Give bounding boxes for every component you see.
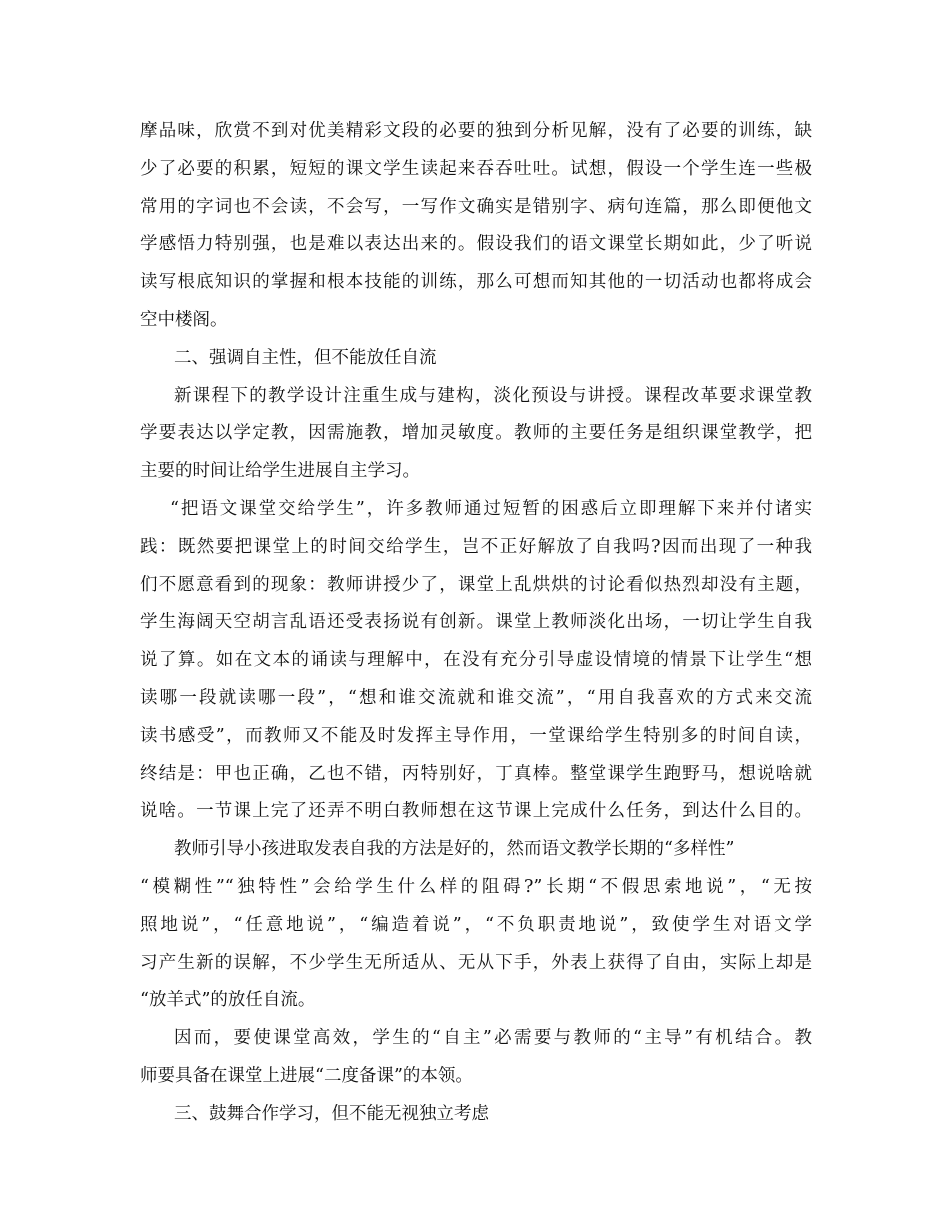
text-line: 习产生新的误解，不少学生无所适从、无从下手，外表上获得了自由，实际上却是 — [140, 952, 812, 973]
text-line: 摩品味，欣赏不到对优美精彩文段的必要的独到分析见解，没有了必要的训练，缺 — [140, 121, 812, 141]
text-line: 学感悟力特别强，也是难以表达出来的。假设我们的语文课堂长期如此，少了听说 — [140, 234, 812, 255]
text-line: 说啥。一节课上完了还弄不明白教师想在这节课上完成什么任务，到达什么目的。 — [140, 801, 812, 822]
text-line: 师要具备在课堂上进展“二度备课”的本领。 — [140, 1065, 473, 1086]
text-line: 主要的时间让给学生进展自主学习。 — [140, 461, 420, 482]
text-line: 照地说”，“任意地说”，“编造着说”，“不负职责地说”，致使学生对语文学 — [140, 914, 812, 935]
text-line: 学要表达以学定教，因需施教，增加灵敏度。教师的主要任务是组织课堂教学，把 — [140, 423, 812, 444]
text-line: 读写根底知识的掌握和根本技能的训练，那么可想而知其他的一切活动也都将成会 — [140, 272, 812, 293]
text-line: 因而，要使课堂高效，学生的“自主”必需要与教师的“主导”有机结合。教 — [174, 1028, 812, 1049]
text-line: 说了算。如在文本的诵读与理解中，在没有充分引导虚设情境的情景下让学生“想 — [140, 650, 812, 671]
text-line: 新课程下的教学设计注重生成与建构，淡化预设与讲授。课程改革要求课堂教 — [174, 385, 812, 406]
text-line: 空中楼阁。 — [140, 309, 228, 330]
document-body — [140, 113, 812, 1134]
text-line: 常用的字词也不会读，不会写，一写作文确实是错别字、病句连篇，那么即便他文 — [140, 196, 812, 217]
text-line: “放羊式”的放任自流。 — [140, 990, 316, 1011]
section-heading: 三、鼓舞合作学习，但不能无视独立考虑 — [174, 1103, 489, 1124]
text-line: 读书感受”，而教师又不能及时发挥主导作用，一堂课给学生特别多的时间自读， — [140, 725, 812, 746]
text-line: “把语文课堂交给学生”，许多教师通过短暂的困惑后立即理解下来并付诸实 — [170, 498, 812, 519]
text-line: 读哪一段就读哪一段”，“想和谁交流就和谁交流”，“用自我喜欢的方式来交流 — [140, 687, 812, 708]
section-heading: 二、强调自主性，但不能放任自流 — [174, 347, 437, 368]
text-line: 们不愿意看到的现象：教师讲授少了，课堂上乱烘烘的讨论看似热烈却没有主题， — [140, 574, 812, 595]
text-line: 少了必要的积累，短短的课文学生读起来吞吞吐吐。试想，假设一个学生连一些极 — [140, 158, 812, 179]
text-line: 终结是：甲也正确，乙也不错，丙特别好，丁真棒。整堂课学生跑野马，想说啥就 — [140, 763, 812, 784]
text-line: 学生海阔天空胡言乱语还受表扬说有创新。课堂上教师淡化出场，一切让学生自我 — [140, 612, 812, 633]
text-line: 践：既然要把课堂上的时间交给学生，岂不正好解放了自我吗?因而出现了一种我 — [140, 536, 812, 557]
text-line: 教师引导小孩进取发表自我的方法是好的，然而语文教学长期的“多样性” — [174, 839, 735, 860]
text-line: “模糊性”“独特性”会给学生什么样的阻碍?”长期“不假思索地说”，“无按 — [140, 876, 812, 897]
